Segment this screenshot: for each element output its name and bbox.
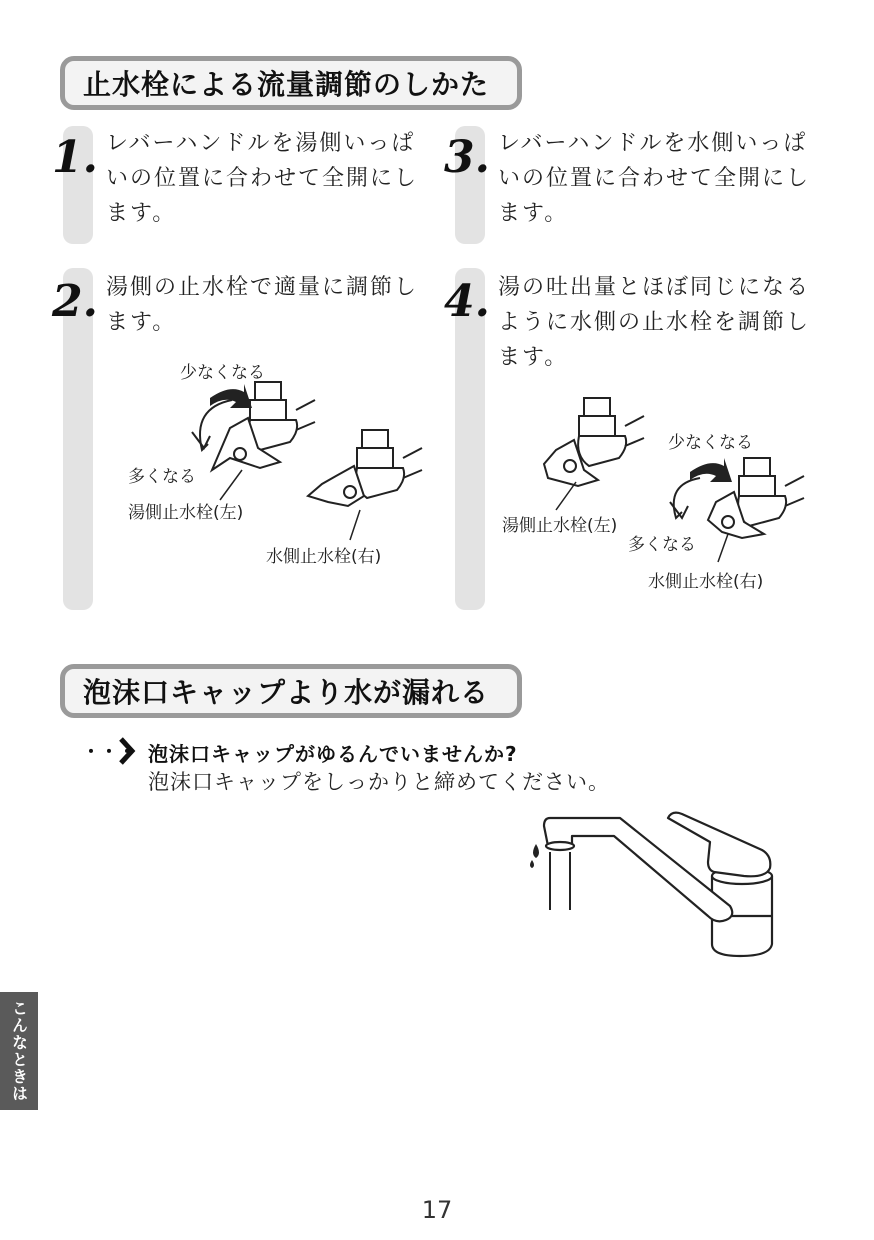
chevron-right-icon	[118, 736, 136, 766]
label-cold-valve-left: 水側止水栓(右)	[266, 547, 382, 567]
label-more-right: 多くなる	[628, 535, 696, 555]
label-more-left: 多くなる	[128, 467, 196, 487]
check-dots: ・・・	[82, 742, 136, 763]
step-text-3: レバーハンドルを水側いっぱ いの位置に合わせて全開にし ます。	[498, 131, 811, 226]
check-question: 泡沫口キャップがゆるんでいませんか?	[148, 742, 518, 766]
label-less-left: 少なくなる	[180, 363, 265, 383]
step-number-2: 2.	[52, 276, 98, 327]
label-less-right: 少なくなる	[668, 433, 753, 453]
step-number-3: 3.	[444, 132, 490, 183]
section-heading-flow-adjust	[60, 56, 522, 110]
label-hot-valve-left: 湯側止水栓(左)	[128, 503, 244, 523]
step-text-2: 湯側の止水栓で適量に調節し ます。	[106, 275, 419, 335]
step-text-4: 湯の吐出量とほぼ同じになる ように水側の止水栓を調節し ます。	[498, 275, 811, 370]
step-text-1: レバーハンドルを湯側いっぱ いの位置に合わせて全開にし ます。	[106, 131, 419, 226]
label-cold-valve-right: 水側止水栓(右)	[648, 572, 764, 592]
faucet-illustration	[520, 806, 780, 962]
section-heading-text: 泡沫口キャップより水が漏れる	[83, 676, 490, 709]
section-heading-text: 止水栓による流量調節のしかた	[83, 68, 490, 101]
side-tab-label: こんなときは	[9, 1000, 29, 1102]
label-hot-valve-right: 湯側止水栓(左)	[502, 516, 618, 536]
check-answer: 泡沫口キャップをしっかりと締めてください。	[148, 770, 610, 794]
page-number: 17	[421, 1196, 453, 1224]
step-number-1: 1.	[52, 132, 98, 183]
side-tab-troubleshooting[interactable]	[0, 992, 38, 1110]
step-number-4: 4.	[444, 276, 490, 327]
section-heading-aerator-leak	[60, 664, 522, 718]
